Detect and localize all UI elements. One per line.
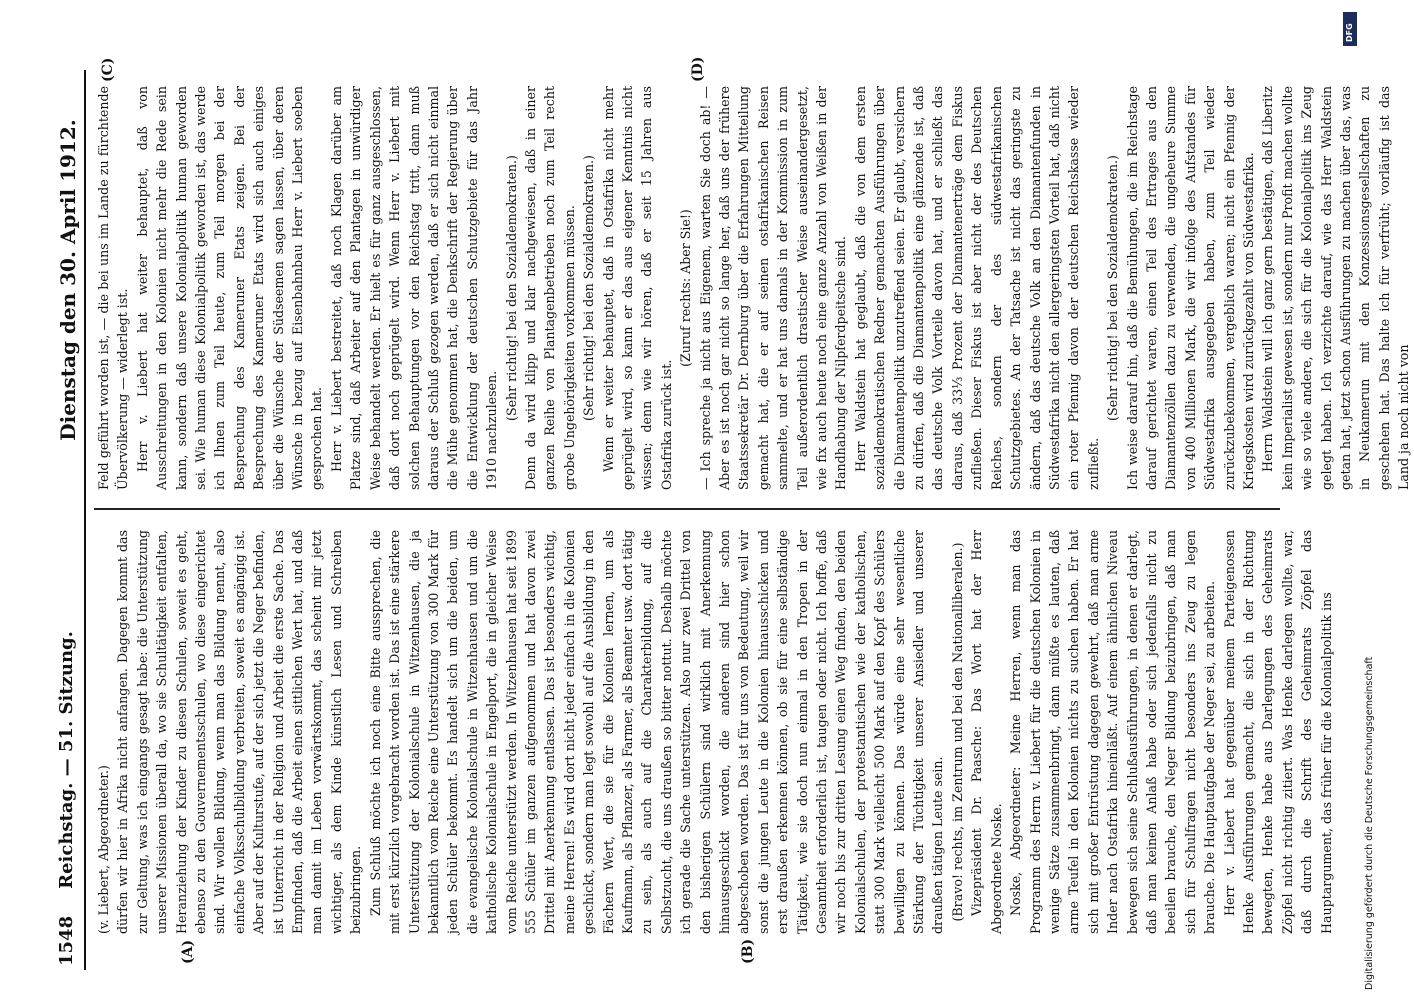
paragraph: dürfen wir hier in Afrika nicht anfangen. Dagegen kommt das zur Geltung, was ich eingangs gesagt habe: die Unterstützung unserer Missionen überall da, wo sie Schultätigkeit entfalten, Heranziehung der Kinder zu diesen Schulen, soweit es geht, ebenso zu den Gouvernementsschulen, wo diese eingerichtet sind. Wir wollen Bildung, wenn man das Bildung nennt, also einfache Volksschulbildung verbreiten, soweit es angängig ist. Aber auf der Kulturstufe, auf der sich jetzt die Neger befinden, ist Unterricht in der Religion und Arbeit die erste Sache. Das Empfinden, daß die Arbeit einen sittlichen Wert hat, und daß man damit im Leben vorwärtskommt, das scheint mir jetzt wichtiger, als dem Kinde künstlich Lesen und Schreiben beizubringen. [115,530,364,934]
paragraph: Feld geführt worden ist, — die bei uns im Lande zu fürchtende Übervölkerung — widerlegt ist. [96,86,131,490]
paragraph: (v. Liebert, Abgeordneter.) [96,765,111,934]
paragraph: Denn da wird klipp und klar nachgewiesen, daß in einer ganzen Reihe von Plantagenbetrieben noch zum Teil recht grobe Ungehörigkeiten vorkommen müssen. [522,86,577,490]
paragraph: — Ich spreche ja nicht aus Eigenem, warten Sie doch ab! — Aber es ist noch gar nicht so lange her, daß uns der frühere Staatssekretär Dr. Dernburg über die Erfahrungen Mitteilung gemacht hat, die er auf seinen ostafrikanischen Reisen sammelte, und er hat uns damals in der Kommission in zum Teil außerordentlich drastischer Weise auseinandergesetzt, wie fix auch heute noch eine ganze Anzahl von Weißen in der Handhabung der Nilpferdpeitsche sind. [697,86,849,490]
left-text-column [94,530,1334,934]
paragraph: Ich weise darauf hin, daß die Bemühungen, die im Reichstage darauf gerichtet waren, einen Teil des Ertrages aus den Diamantenzöllen dazu zu verwenden, die ungeheure Summe von 400 Millionen Mark, die wir infolge des Aufstandes für Südwestafrika ausgegeben haben, zum Teil wieder zurückzubekommen, vergeblich waren; nicht ein Pfennig der Kriegskosten wird zurückgezahlt von Südwestafrika. [1124,86,1256,490]
column-divider [94,508,1280,510]
paragraph: Wenn er weiter behauptet, daß in Ostafrika nicht mehr geprügelt wird, so kann er das aus eigener Kenntnis nicht wissen; denn wie wir hören, daß er seit 15 Jahren aus Ostafrika zurück ist. [600,86,674,490]
margin-marker-d: (D) [690,56,706,82]
paragraph: Zum Schluß möchte ich noch eine Bitte aussprechen, die mit erst kürzlich vorgebracht worden ist. Das ist eine stärkere Unterstützung der Kolonialschule in Witzenhausen, die ja bekanntlich vom Reiche eine Unterstützung von 300 Mark für jeden Schüler bekommt. Es handelt sich um die beiden, um die evangelische Kolonialschule in Witzenhausen und um die katholische Kolonialschule in Engelport, die in gleicher Weise vom Reiche unterstützt werden. In Witzenhausen hat seit 1899 555 Schüler im ganzen aufgenommen und hat davon zwei Drittel mit Anerkennung entlassen. Das ist besonders wichtig, meine Herren! Es wird dort nicht jeder einfach in die Kolonien geschickt, sondern man legt sowohl auf die Ausbildung in den Fächern Wert, die sie für die Kolonien lernen, um als Kaufmann, als Pflanzer, als Farmer, als Beamter usw. dort tätig zu sein, als auch auf die Charakterbildung, auf die Selbstzucht, die uns draußen so bitter nottut. Deshalb möchte ich gerade die Sache unterstützen. Also nur zwei Drittel von den bisherigen Schülern sind wirklich mit Anerkennung hinausgeschickt worden, die anderen sind hier schon abgeschoben worden. Das ist für uns von Bedeutung, weil wir sonst die jungen Leute in die Kolonien hinausschicken und erst draußen erkennen können, ob sie für eine selbständige Tätigkeit, wie sie doch nun einmal in den Tropen in der Gesamtheit erforderlich ist, taugen oder nicht. Ich hoffe, daß wir noch bis zur dritten Lesung einen Weg finden, den beiden Kolonialschulen, der protestantischen wie der katholischen, statt 300 Mark vielleicht 500 Mark auf den Kopf des Schülers bewilligen zu können. Das würde eine sehr wesentliche Stärkung der Tüchtigkeit unserer Ansiedler und unserer draußen tätigen Leute sein. [367,530,946,934]
interjection: (Sehr richtig! bei den Sozialdemokraten.) [581,155,597,421]
dfg-logo-text: DFG [1345,23,1354,42]
interjection: (Sehr richtig! bei den Sozialdemokraten.) [1105,155,1121,421]
paragraph: Herr v. Liebert hat weiter behauptet, daß von Ausschreitungen in den Kolonien nicht mehr die Rede sein kann, sondern daß unsere Kolonialpolitik human geworden sei. Wie human diese Kolonialpolitik geworden ist, das werde ich Ihnen zum Teil heute, zum Teil morgen bei der Besprechung des Kameruner Etats zeigen. Bei der Besprechung des Kameruner Etats wird sich auch einiges über die Wünsche der Südseemen sagen lassen, über deren Wünsche in bezug auf Eisenbahnbau Herr v. Liebert soeben gesprochen hat. [134,86,325,490]
margin-marker-b: (B) [740,938,756,964]
digitization-note-text: Digitalisierung gefördert durch die Deutsche Forschungsgemeinschaft [1364,656,1375,990]
right-text-column [94,86,1412,490]
digitization-note [1340,15,1380,995]
interjection: (Sehr richtig! bei den Sozialdemokraten.) [503,155,519,421]
margin-marker-a: (A) [180,939,196,964]
paragraph: Vizepräsident Dr. Paasche: Das Wort hat der Herr Abgeordnete Noske. [969,530,1004,934]
interjection: (Bravo! rechts, im Zentrum und bei den Nationalliberalen.) [949,542,965,922]
paragraph: Herr Waldstein hat geglaubt, daß die von dem ersten sozialdemokratischen Redner gemachten Ausführungen über die Diamantenpolitik unzutreffend seien. Er glaubt, versichern zu dürfen, daß die Diamantenpolitik eine glänzende ist, daß das deutsche Volk Vorteile davon hat, und er schließt das daraus, daß 33⅓ Prozent der Diamantenerträge dem Fiskus zufließen. Dieser Fiskus ist aber nicht der des Deutschen Reiches, sondern der des südwestafrikanischen Schutzgebietes. An der Tatsache ist nicht das geringste zu ändern, daß das deutsche Volk an den Diamantenfunden in Südwestafrika nicht den allergeringsten Vorteil hat, daß nicht ein roter Pfennig davon der deutschen Reichskasse wieder zufließt. [852,86,1101,490]
margin-marker-c: (C) [100,57,116,82]
session-title: Reichstag. — 51. Sitzung. [56,631,77,889]
paragraph: Herr v. Liebert hat gegenüber meinem Parteigenossen Henke Ausführungen gemacht, die sich in der Richtung bewegten, Henke habe aus Darlegungen des Geheimrats Zöpfel nicht richtig zitiert. Was Henke darlegen wollte, war, daß durch die Schrift des Geheimrats Zöpfel das Hauptargument, das früher für die Kolonialpolitik ins [1221,530,1334,934]
paragraph: Herrn Waldstein will ich ganz gern bestätigen, daß Liberitz kein Imperialist gewesen ist, sondern nur Profit machen wollte wie so viele andere, die sich für die Kolonialpolitik ins Zeug gelegt haben. Ich verzichte darauf, wie das Herr Waldstein getan hat, jetzt schon Ausführungen zu machen über das, was in Neukamerun mit den Konzessionsgesellschaften zu geschehen hat. Das halte ich für verfrüht; vorläufig ist das Land ja noch nicht von [1260,86,1412,490]
interjection: (Zuruf rechts: Aber Sie!) [678,209,694,367]
paragraph: Noske, Abgeordneter: Meine Herren, wenn man das Programm des Herrn v. Liebert für die deutschen Kolonien in wenige Sätze zusammenbringt, dann müßte es lauten, daß arme Teufel in den Kolonien nichts zu suchen haben. Er hat sich mit großer Entrüstung dagegen gewehrt, daß man arme Inder nach Ostafrika hineinläßt. Auf einem ähnlichen Niveau bewegen sich seine Schlußausführungen, in denen er darlegt, daß man keinen Anlaß habe oder sich jedenfalls nicht zu beeilen brauche, den Neger Bildung beizubringen, daß man sich für Schulfragen nicht besonders ins Zeug zu legen brauche. Die Hauptaufgabe der Neger sei, zu arbeiten. [1008,530,1218,934]
session-date: Dienstag den 30. April 1912. [56,119,80,441]
page-header [50,70,86,970]
page-number: 1548 [56,915,77,966]
paragraph: Herr v. Liebert bestreitet, daß noch Klagen darüber am Platze sind, daß Arbeiter auf den Plantagen in unwürdiger Weise behandelt werden. Er hielt es für ganz ausgeschlossen, daß dort noch geprügelt wird. Wenn Herr v. Liebert mit solchen Behauptungen vor den Reichstag tritt, dann muß daraus der Schluß gezogen werden, daß er sich nicht einmal die Mühe genommen hat, die Denkschrift der Regierung über die Entwicklung der deutschen Schutzgebiete für das Jahr 1910 nachzulesen. [328,86,500,490]
